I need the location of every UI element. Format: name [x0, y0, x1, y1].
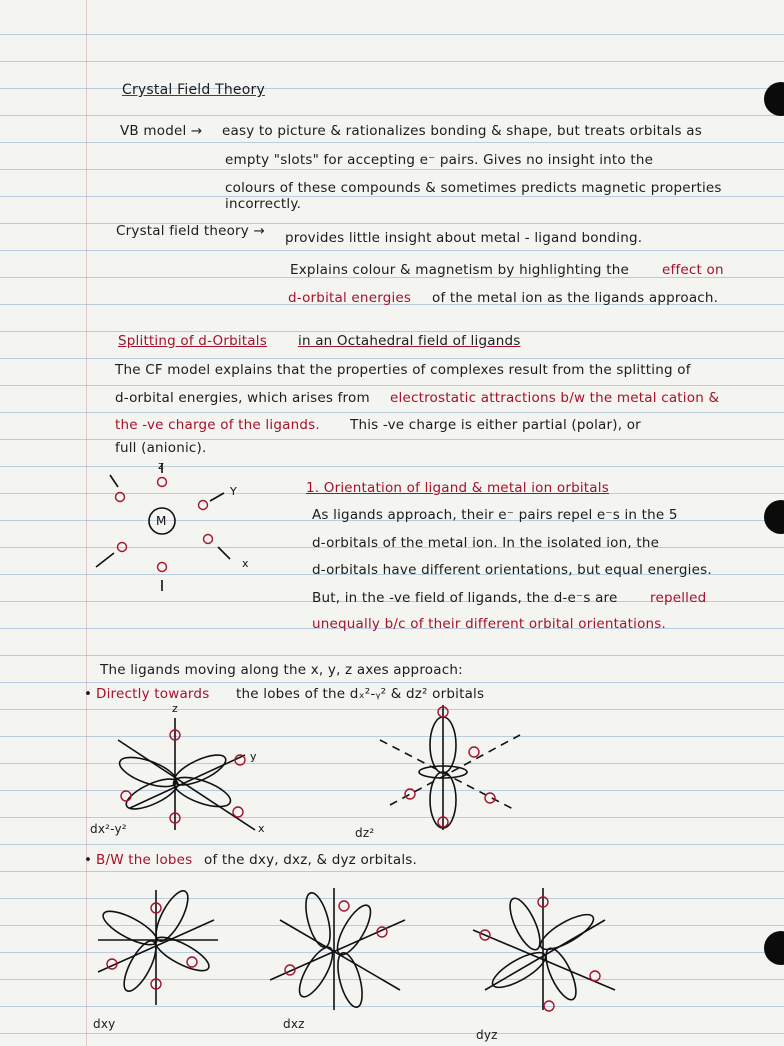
ligand: [544, 1001, 554, 1011]
orbital-lobe: [331, 901, 376, 959]
cft-highlight: effect on: [662, 262, 724, 278]
orbital-lobe: [301, 890, 335, 949]
approach-highlight: Directly towards: [96, 686, 210, 702]
cft-label: Crystal field theory →: [116, 223, 265, 239]
orbital-lobe: [99, 905, 161, 951]
orbital-label: dxy: [93, 1017, 116, 1031]
orbital-lobe: [151, 931, 213, 977]
octahedral-ligand-diagram: [90, 455, 280, 605]
cft-line: of the metal ion as the ligands approach.: [432, 290, 719, 306]
orbital-dz2-diagram: [370, 700, 540, 840]
arrow: [210, 493, 224, 501]
orbital-label: dz²: [355, 826, 375, 840]
split-highlight: electrostatic attractions b/w the metal cation &: [390, 390, 720, 406]
binder-hole: [764, 931, 784, 965]
ligand: [158, 563, 167, 572]
bullet: •: [84, 686, 93, 702]
cft-line: provides little insight about metal - ligand bonding.: [285, 230, 643, 246]
orbital-dxz-diagram: [260, 880, 420, 1020]
orientation-highlight: unequally b/c of their different orbital orientations.: [312, 616, 667, 632]
orbital-lobe: [170, 749, 229, 791]
ligand: [158, 478, 167, 487]
orientation-line: d-orbitals of the metal ion. In the isolated ion, the: [312, 535, 660, 551]
orbital-dxy-diagram: [88, 880, 228, 1020]
binder-hole: [764, 500, 784, 534]
axis-y-label: y: [250, 750, 257, 763]
vb-model-label: VB model →: [120, 123, 203, 139]
binder-hole: [764, 82, 784, 116]
orbital-lobe: [170, 771, 234, 812]
axis-z-label: z: [158, 459, 164, 472]
arrow: [96, 553, 114, 567]
cft-highlight: d-orbital energies: [288, 290, 412, 306]
cft-line: Explains colour & magnetism by highlighting the: [290, 262, 629, 278]
approach-highlight: B/W the lobes: [96, 852, 193, 868]
ligand: [187, 957, 197, 967]
section-heading: Splitting of d-Orbitals: [118, 333, 267, 349]
vb-line: colours of these compounds & sometimes predicts magnetic properties: [225, 180, 722, 196]
ligand: [469, 747, 479, 757]
split-highlight: the -ve charge of the ligands.: [115, 417, 320, 433]
axis-y-label: Y: [230, 485, 237, 498]
ligand: [204, 535, 213, 544]
orbital-lobe: [536, 908, 598, 955]
ligand: [233, 807, 243, 817]
approach-line: the lobes of the dₓ²-ᵧ² & dz² orbitals: [236, 686, 485, 702]
orbital-label: dxz: [283, 1017, 305, 1031]
orbital-lobe: [504, 894, 546, 953]
orientation-highlight: repelled: [650, 590, 707, 606]
ligand: [590, 971, 600, 981]
axis-z-label: z: [172, 702, 178, 715]
section-heading: in an Octahedral field of ligands: [298, 333, 521, 349]
split-paragraph: d-orbital energies, which arises from: [115, 390, 370, 406]
bullet: •: [84, 852, 93, 868]
arrow: [218, 547, 230, 559]
ligand: [118, 543, 127, 552]
ligand: [405, 789, 415, 799]
page-title: Crystal Field Theory: [122, 82, 265, 98]
orientation-title: 1. Orientation of ligand & metal ion orbitals: [306, 480, 609, 496]
ligand: [121, 791, 131, 801]
split-paragraph: The CF model explains that the properties of complexes result from the splitting of: [115, 362, 691, 378]
orientation-line: As ligands approach, their e⁻ pairs repel e⁻s in the 5: [312, 507, 678, 523]
axis-x-label: x: [258, 822, 265, 835]
orbital-dyz-diagram: [465, 880, 625, 1020]
approach-line: of the dxy, dxz, & dyz orbitals.: [204, 852, 418, 868]
split-paragraph: full (anionic).: [115, 440, 207, 456]
orbital-lobe: [333, 950, 367, 1009]
vb-line: easy to picture & rationalizes bonding & shape, but treats orbitals as: [222, 123, 702, 139]
split-paragraph: This -ve charge is either partial (polar), or: [350, 417, 641, 433]
approach-intro: The ligands moving along the x, y, z axes approach:: [100, 662, 463, 678]
ligand: [116, 493, 125, 502]
margin-line: [86, 0, 87, 1046]
vb-line: empty "slots" for accepting e⁻ pairs. Gives no insight into the: [225, 152, 654, 168]
vb-line: incorrectly.: [225, 196, 302, 212]
axis-x-label: x: [242, 557, 249, 570]
orbital-label: dx²-y²: [90, 822, 127, 836]
orbital-lobe: [116, 751, 180, 792]
orbital-lobe: [293, 943, 338, 1001]
axis: [130, 755, 245, 808]
orientation-line: But, in the -ve field of ligands, the d-e⁻s are: [312, 590, 618, 606]
ligand: [199, 501, 208, 510]
orientation-line: d-orbitals have different orientations, but equal energies.: [312, 562, 712, 578]
ligand: [339, 901, 349, 911]
arrow: [110, 475, 118, 487]
orbital-label: dyz: [476, 1028, 498, 1042]
orbital-dx2-y2-diagram: [90, 700, 280, 840]
metal-label: M: [156, 514, 167, 528]
